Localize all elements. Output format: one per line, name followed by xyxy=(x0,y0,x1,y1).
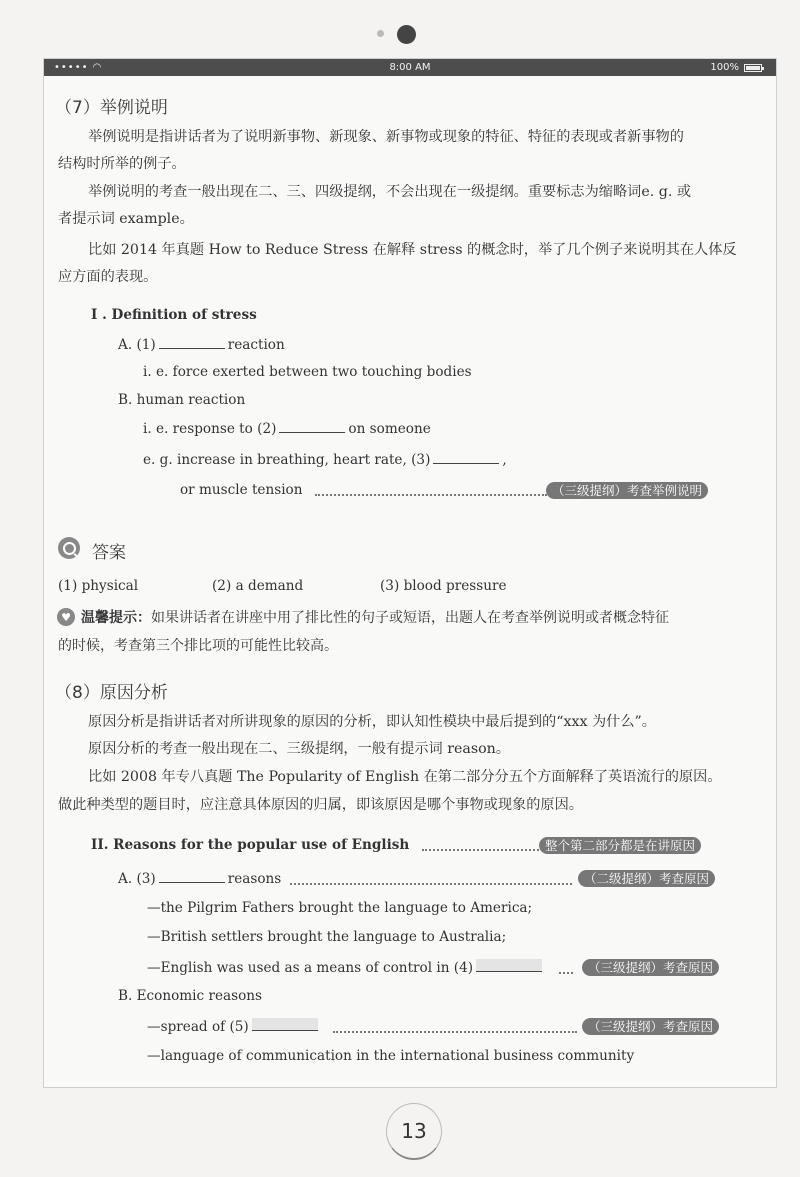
answer-3: (3) blood pressure xyxy=(380,578,507,594)
outline1-tension: or muscle tension xyxy=(180,482,547,498)
outline2-dash-2: —British settlers brought the language to Australia; xyxy=(147,929,507,945)
blank-3 xyxy=(433,451,499,464)
outline1-ie-2: i. e. response to (2) on someone xyxy=(143,421,431,437)
outline1-title: I . Definition of stress xyxy=(91,307,257,323)
heart-icon: ♥ xyxy=(57,608,75,626)
s7-paragraph-2b: 者提示词 example。 xyxy=(58,211,194,227)
answer-2: (2) a demand xyxy=(212,578,304,594)
outline1-item-a: A. (1) reaction xyxy=(118,337,285,353)
outline2-item-b: B. Economic reasons xyxy=(118,988,263,1004)
outline2-item-a: A. (3) reasons xyxy=(118,870,572,887)
outline1-eg: e. g. increase in breathing, heart rate, (3) , xyxy=(143,452,507,468)
section-8-heading: （8）原因分析 xyxy=(55,683,168,703)
dotted-leader xyxy=(315,486,547,496)
dotted-leader xyxy=(422,841,546,851)
blank-4 xyxy=(476,959,542,972)
s8-paragraph-3b: 做此种类型的题目时，应注意具体原因的归属，即该原因是哪个事物或现象的原因。 xyxy=(58,797,583,813)
signal-wifi-icon: ••••• ◠ xyxy=(54,62,103,73)
battery-percent: 100% xyxy=(710,62,739,73)
page-dot-inactive xyxy=(377,30,384,37)
tip-line-1: 温馨提示：如果讲话者在讲座中用了排比性的句子或短语，出题人在考查举例说明或者概念特征 xyxy=(81,610,669,626)
dotted-leader xyxy=(559,964,573,974)
outline2-title: II. Reasons for the popular use of English xyxy=(91,837,546,853)
s8-paragraph-2: 原因分析的考查一般出现在二、三级提纲，一般有提示词 reason。 xyxy=(88,741,510,757)
outline2-dash-3: —English was used as a means of control in (4) xyxy=(147,959,573,976)
s7-paragraph-1a: 举例说明是指讲话者为了说明新事物、新现象、新事物或现象的特征、特征的表现或者新事物的 xyxy=(88,129,684,145)
tip-line-2: 的时候，考查第三个排比项的可能性比较高。 xyxy=(58,638,338,654)
s8-paragraph-1: 原因分析是指讲话者对所讲现象的原因的分析，即认知性模块中最后提到的“xxx 为什么”。 xyxy=(88,714,656,730)
blank-1 xyxy=(159,336,225,349)
s7-paragraph-2a: 举例说明的考查一般出现在二、三、四级提纲，不会出现在一级提纲。重要标志为缩略词e. g. 或 xyxy=(88,184,692,200)
blank-2 xyxy=(279,420,345,433)
answer-heading: 答案 xyxy=(92,543,126,563)
page-dot-active xyxy=(397,25,416,44)
outline1-item-b: B. human reaction xyxy=(118,392,246,408)
s8-paragraph-3a: 比如 2008 年专八真题 The Popularity of English 在第二部分分五个方面解释了英语流行的原因。 xyxy=(88,769,722,785)
annotation-tag: （三级提纲）考查原因 xyxy=(582,959,719,976)
battery-status xyxy=(710,59,762,76)
battery-icon xyxy=(744,64,762,72)
outline1-ie-1: i. e. force exerted between two touching bodies xyxy=(143,364,472,380)
blank-5 xyxy=(252,1018,318,1031)
magnifier-icon xyxy=(58,537,80,559)
outline2-dash-1: —the Pilgrim Fathers brought the language to America; xyxy=(147,900,533,916)
outline2-dash-5: —language of communication in the international business community xyxy=(147,1048,635,1064)
dotted-leader xyxy=(290,875,572,885)
page-indicator xyxy=(0,22,800,44)
blank-3b xyxy=(159,870,225,883)
annotation-tag: 整个第二部分都是在讲原因 xyxy=(539,837,701,854)
status-bar xyxy=(44,59,776,76)
status-time: 8:00 AM xyxy=(389,62,431,73)
outline2-dash-4: —spread of (5) xyxy=(147,1018,577,1035)
dotted-leader xyxy=(333,1023,577,1033)
section-7-heading: （7）举例说明 xyxy=(55,98,168,118)
answer-1: (1) physical xyxy=(58,578,139,594)
s7-paragraph-1b: 结构时所举的例子。 xyxy=(58,156,186,172)
s7-paragraph-3a: 比如 2014 年真题 How to Reduce Stress 在解释 stress 的概念时，举了几个例子来说明其在人体反 xyxy=(88,242,737,258)
s7-paragraph-3b: 应方面的表现。 xyxy=(58,269,158,285)
annotation-tag: （三级提纲）考查举例说明 xyxy=(546,482,708,499)
annotation-tag: （三级提纲）考查原因 xyxy=(582,1018,719,1035)
page-number: 13 xyxy=(386,1103,442,1160)
annotation-tag: （二级提纲）考查原因 xyxy=(578,870,715,887)
